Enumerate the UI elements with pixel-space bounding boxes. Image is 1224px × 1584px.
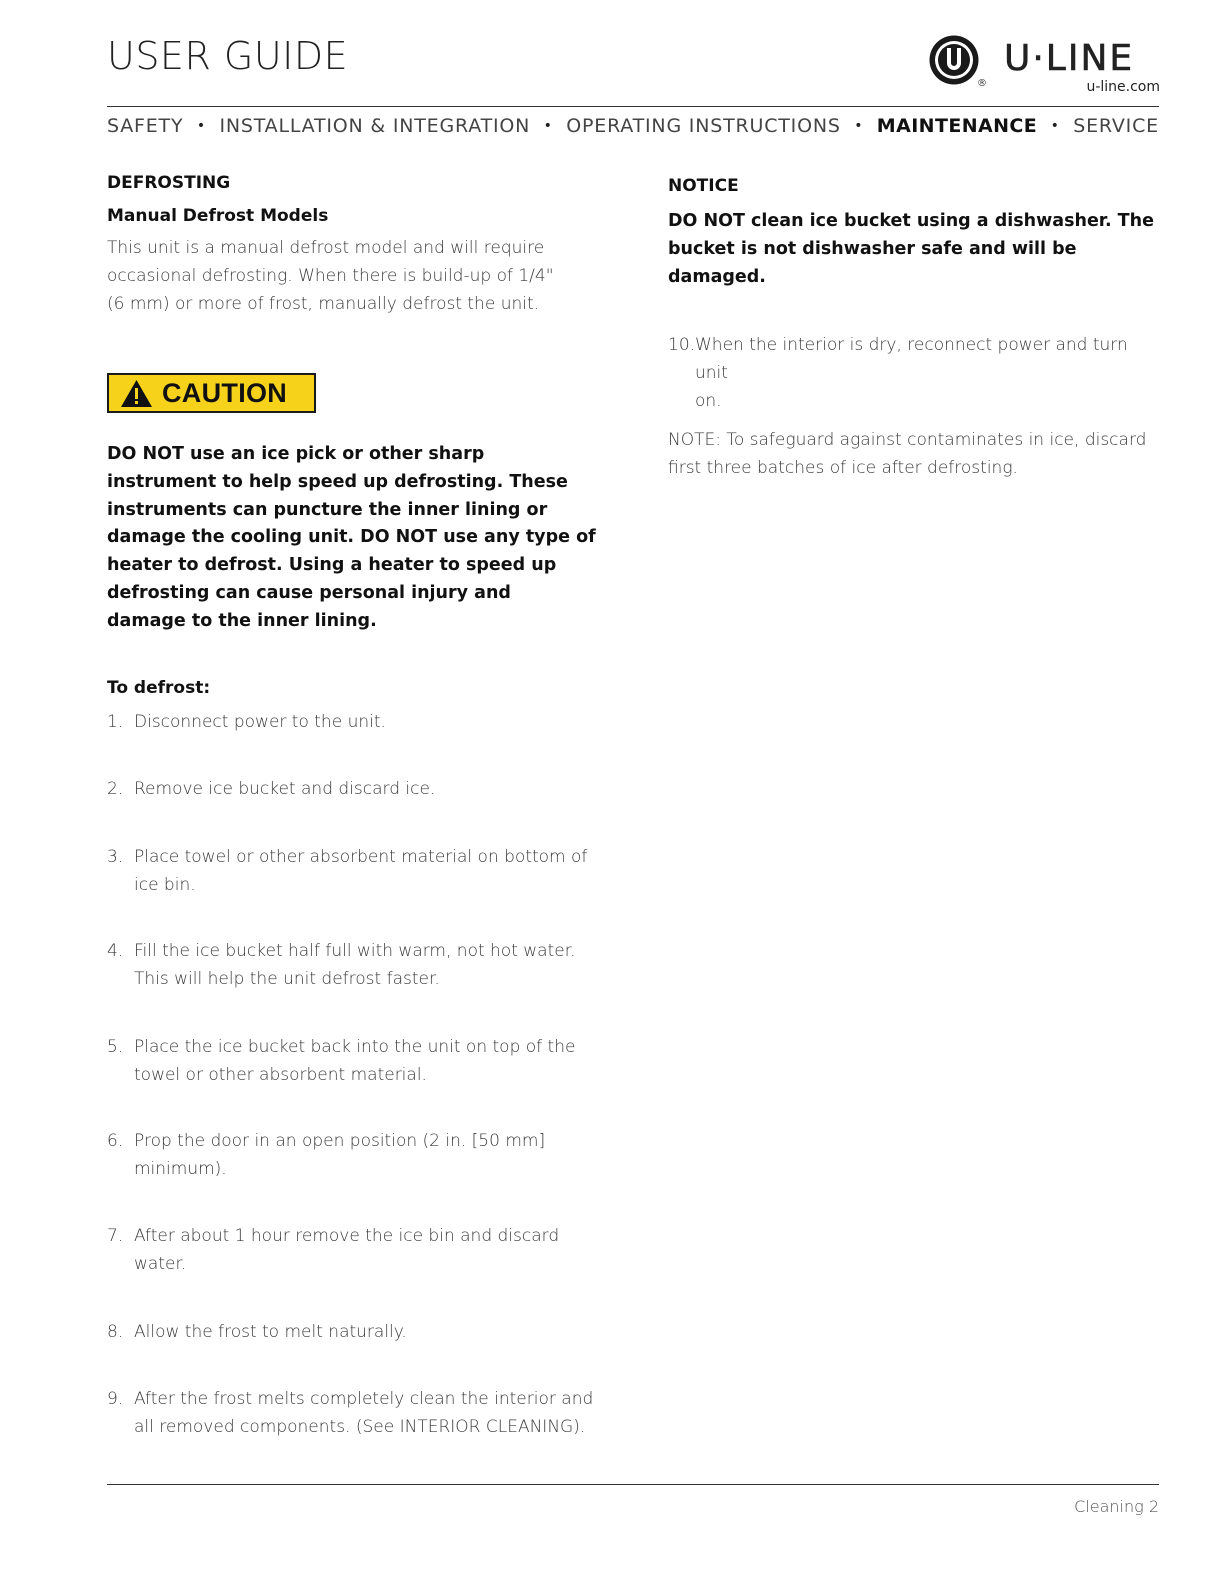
step-number: 5. [107,1037,124,1057]
step-text: Place towel or other absorbent material on bottom of [134,847,588,867]
step-number: 9. [107,1389,124,1409]
step-number: 4. [107,941,124,961]
step-number: 3. [107,847,124,867]
list-item [107,843,607,899]
step-text: water. [134,1254,187,1274]
nav-item-operating-instructions[interactable]: OPERATING INSTRUCTIONS [566,115,841,137]
step-text: Fill the ice bucket half full with warm, not hot water. [134,941,576,961]
step-text: After the frost melts completely clean the interior and [134,1389,594,1409]
nav-separator: • [196,118,206,134]
warning-line: instruments can puncture the inner lining or [107,499,548,520]
notice-line: DO NOT clean ice bucket using a dishwasher. The [668,211,1154,231]
intro-paragraph [107,234,607,318]
nav-item-maintenance[interactable]: MAINTENANCE [876,115,1038,137]
step-text: Remove ice bucket and discard ice. [134,779,436,799]
brand-wordmark: U·LINE [1004,38,1135,79]
step-number: 10. [668,335,696,355]
caution-label: CAUTION [162,377,288,408]
warning-line: instrument to help speed up defrosting. These [107,471,568,492]
nav-item-installation[interactable]: INSTALLATION & INTEGRATION [219,115,531,137]
list-item [107,1385,607,1441]
step-text: towel or other absorbent material. [134,1065,427,1085]
step-text: all removed components. (See INTERIOR CLEANING). [134,1417,586,1437]
intro-line: This unit is a manual defrost model and will require [107,238,545,258]
list-item [668,331,1163,415]
step-text: This will help the unit defrost faster. [134,969,440,989]
nav-separator: • [854,118,864,134]
list-item [107,775,607,803]
step-text: After about 1 hour remove the ice bin and discard [134,1226,560,1246]
note-line: NOTE: To safeguard against contaminates in ice, discard [668,430,1147,450]
step-number: 1. [107,712,124,732]
subsection-heading: Manual Defrost Models [107,206,329,226]
notice-line: damaged. [668,266,766,287]
caution-warning-text [107,441,607,636]
page-title: USER GUIDE [107,34,349,78]
left-column [107,172,607,318]
brand-url-link[interactable]: u-line.com [1086,79,1160,95]
intro-line: (6 mm) or more of frost, manually defrost the unit. [107,294,540,314]
warning-line: damage to the inner lining. [107,610,377,631]
list-item [107,708,607,736]
step-text: minimum). [134,1159,227,1179]
registered-mark: ® [977,78,987,89]
list-item [107,1033,607,1089]
warning-line: damage the cooling unit. DO NOT use any type of [107,527,596,548]
step-text: Place the ice bucket back into the unit on top of the [134,1037,576,1057]
brand-logo[interactable] [928,34,1160,96]
notice-text [668,208,1163,291]
list-item [107,1127,607,1183]
nav-separator: • [543,118,553,134]
warning-line: defrosting can cause personal injury and [107,582,511,603]
warning-line: heater to defrost. Using a heater to speed up [107,555,557,576]
step-number: 2. [107,779,124,799]
warning-triangle-icon [120,379,153,408]
section-heading: DEFROSTING [107,173,231,193]
nav-separator: • [1050,118,1060,134]
note-line: first three batches of ice after defrosting. [668,458,1018,478]
step-text: ice bin. [134,875,196,895]
step-text: Allow the frost to melt naturally. [134,1322,407,1342]
step-number: 6. [107,1131,124,1151]
intro-line: occasional defrosting. When there is build-up of 1/4" [107,266,554,286]
right-column [668,175,1163,291]
step-text: Prop the door in an open position (2 in. [50 mm] [134,1131,546,1151]
footer-divider [107,1484,1159,1485]
section-nav [107,115,1159,137]
caution-badge [107,373,316,413]
header-divider [107,106,1159,107]
warning-line: DO NOT use an ice pick or other sharp [107,444,485,464]
step-text: on. [695,391,722,411]
nav-item-safety[interactable]: SAFETY [107,115,184,137]
step-text: Disconnect power to the unit. [134,712,386,732]
step-number: 8. [107,1322,124,1342]
step-text: When the interior is dry, reconnect power and turn unit [695,335,1128,383]
u-line-logo-icon [928,34,980,86]
note-paragraph [668,426,1163,482]
step-number: 7. [107,1226,124,1246]
notice-line: bucket is not dishwasher safe and will be [668,238,1077,259]
list-item [107,1318,607,1346]
page-footer-label: Cleaning 2 [1074,1497,1159,1516]
nav-item-service[interactable]: SERVICE [1073,115,1159,137]
notice-heading: NOTICE [668,176,739,196]
list-item [107,1222,607,1278]
steps-heading: To defrost: [107,678,211,698]
list-item [107,937,607,993]
